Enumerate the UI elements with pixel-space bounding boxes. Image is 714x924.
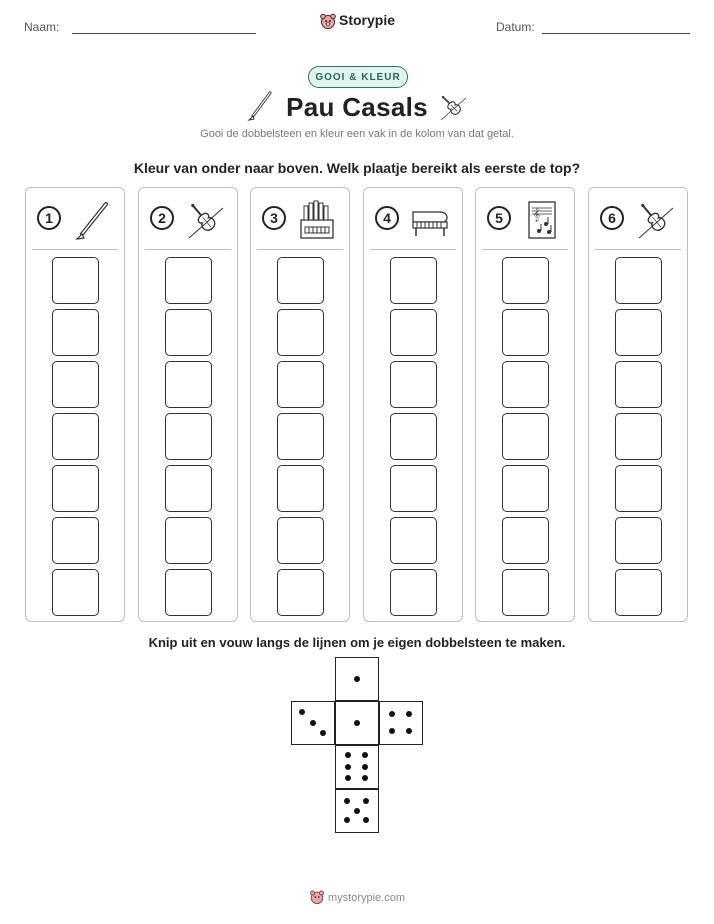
color-box[interactable] xyxy=(390,517,437,564)
color-box[interactable] xyxy=(502,517,549,564)
date-label: Datum: xyxy=(496,20,535,34)
color-box[interactable] xyxy=(502,257,549,304)
color-box[interactable] xyxy=(390,465,437,512)
dice-face-1 xyxy=(335,701,379,745)
color-box[interactable] xyxy=(390,361,437,408)
dice-pip xyxy=(363,817,369,823)
column-divider xyxy=(145,249,231,250)
dice-face-4 xyxy=(379,701,423,745)
color-box[interactable] xyxy=(277,465,324,512)
color-box[interactable] xyxy=(277,257,324,304)
dice-pip xyxy=(299,709,305,715)
instruction-text: Kleur van onder naar boven. Welk plaatje bereikt als eerste de top? xyxy=(133,160,581,176)
color-box[interactable] xyxy=(502,309,549,356)
color-box[interactable] xyxy=(277,361,324,408)
dice-pip xyxy=(354,808,360,814)
name-line[interactable] xyxy=(72,33,256,34)
violin-icon xyxy=(183,198,227,242)
color-box[interactable] xyxy=(52,465,99,512)
column-divider xyxy=(32,249,118,250)
column-2 xyxy=(138,187,238,622)
svg-text:𝄞: 𝄞 xyxy=(533,207,541,221)
page-title: Pau Casals xyxy=(286,92,428,122)
page-subtitle: Gooi de dobbelsteen en kleur een vak in de kolom van dat getal. xyxy=(200,128,514,140)
color-box[interactable] xyxy=(390,569,437,616)
column-number: 3 xyxy=(262,206,286,230)
dice-face-5 xyxy=(335,789,379,833)
color-box[interactable] xyxy=(52,257,99,304)
color-box[interactable] xyxy=(390,413,437,460)
color-box[interactable] xyxy=(165,309,212,356)
dice-pip xyxy=(320,730,326,736)
footer xyxy=(0,889,714,905)
oboe-icon xyxy=(70,198,114,242)
color-box[interactable] xyxy=(52,517,99,564)
footer-url[interactable]: mystorypie.com xyxy=(327,892,406,904)
dice-pip xyxy=(354,720,360,726)
dice-pip xyxy=(362,764,368,770)
cut-instruction: Knip uit en vouw langs de lijnen om je eigen dobbelsteen te maken. xyxy=(148,635,566,650)
column-number: 6 xyxy=(600,206,624,230)
pipe-organ-icon xyxy=(295,198,339,242)
column-number: 5 xyxy=(487,206,511,230)
violin-icon xyxy=(633,198,677,242)
dice-pip xyxy=(406,711,412,717)
grand-piano-icon xyxy=(408,198,452,242)
color-box[interactable] xyxy=(277,569,324,616)
violin-icon xyxy=(436,90,470,124)
color-box[interactable] xyxy=(165,257,212,304)
color-box[interactable] xyxy=(502,569,549,616)
dice-pip xyxy=(345,775,351,781)
color-box[interactable] xyxy=(502,413,549,460)
color-box[interactable] xyxy=(502,361,549,408)
dice-pip xyxy=(345,764,351,770)
dice-pip xyxy=(354,676,360,682)
color-box[interactable] xyxy=(615,257,662,304)
dice-pip xyxy=(406,728,412,734)
column-divider xyxy=(595,249,681,250)
dice-pip xyxy=(363,798,369,804)
color-box[interactable] xyxy=(615,517,662,564)
storypie-mascot-icon xyxy=(309,889,325,905)
column-5 xyxy=(475,187,575,622)
color-box[interactable] xyxy=(615,309,662,356)
sheet-music-icon xyxy=(520,198,564,242)
column-6 xyxy=(588,187,688,622)
dice-pip xyxy=(344,817,350,823)
color-box[interactable] xyxy=(165,413,212,460)
column-4 xyxy=(363,187,463,622)
dice-pip xyxy=(389,711,395,717)
column-3 xyxy=(250,187,350,622)
color-box[interactable] xyxy=(277,309,324,356)
dice-face-6 xyxy=(335,745,379,789)
column-1 xyxy=(25,187,125,622)
color-box[interactable] xyxy=(615,413,662,460)
dice-pip xyxy=(310,720,316,726)
color-box[interactable] xyxy=(165,465,212,512)
color-box[interactable] xyxy=(390,257,437,304)
color-box[interactable] xyxy=(390,309,437,356)
column-divider xyxy=(482,249,568,250)
color-box[interactable] xyxy=(277,517,324,564)
color-box[interactable] xyxy=(615,361,662,408)
color-box[interactable] xyxy=(502,465,549,512)
color-box[interactable] xyxy=(52,413,99,460)
brand-logo xyxy=(0,12,714,30)
color-box[interactable] xyxy=(52,309,99,356)
dice-pip xyxy=(389,728,395,734)
column-number: 2 xyxy=(150,206,174,230)
color-box[interactable] xyxy=(165,569,212,616)
name-label: Naam: xyxy=(24,20,60,34)
dice-pip xyxy=(362,775,368,781)
dice-face-1 xyxy=(335,657,379,701)
dice-pip xyxy=(362,752,368,758)
color-box[interactable] xyxy=(52,361,99,408)
dice-pip xyxy=(344,798,350,804)
column-number: 4 xyxy=(375,206,399,230)
brand-name: Storypie xyxy=(338,12,395,28)
color-box[interactable] xyxy=(277,413,324,460)
color-box[interactable] xyxy=(615,569,662,616)
color-box[interactable] xyxy=(165,517,212,564)
column-number: 1 xyxy=(37,206,61,230)
date-line[interactable] xyxy=(542,33,690,34)
color-box[interactable] xyxy=(165,361,212,408)
column-divider xyxy=(257,249,343,250)
color-box[interactable] xyxy=(52,569,99,616)
color-box[interactable] xyxy=(615,465,662,512)
dice-pip xyxy=(345,752,351,758)
column-divider xyxy=(370,249,456,250)
dice-face-3 xyxy=(291,701,335,745)
activity-badge: GOOI & KLEUR xyxy=(308,66,408,88)
storypie-mascot-icon xyxy=(319,12,337,30)
